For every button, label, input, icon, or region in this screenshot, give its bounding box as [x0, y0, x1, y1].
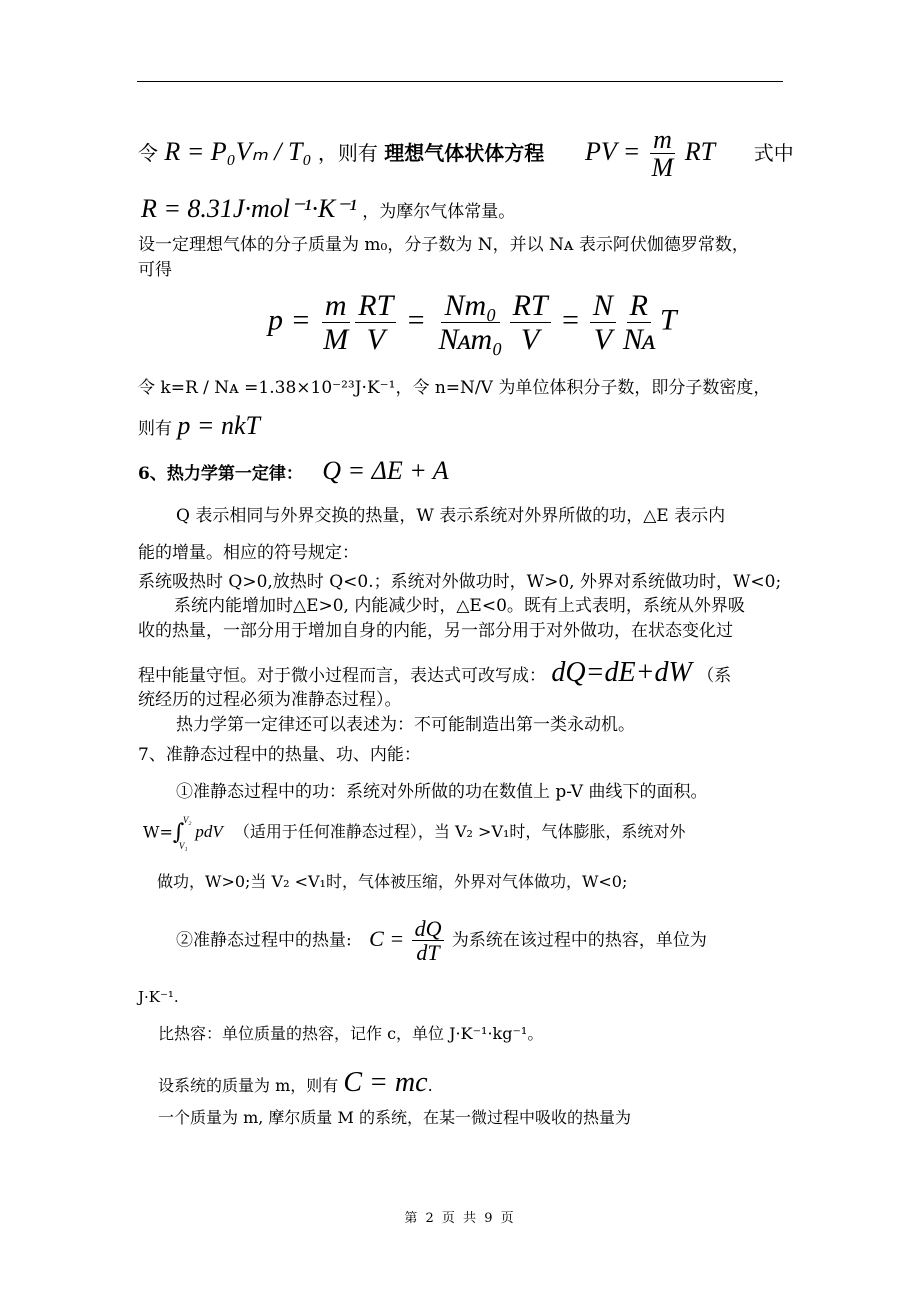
specific-heat-line: 比热容：单位质量的热容，记作 c，单位 J·K⁻¹·kg⁻¹。 — [158, 1024, 544, 1043]
frac-den: dT — [416, 940, 440, 966]
section-6-heading — [138, 455, 449, 488]
p-nkt-formula: p = nkT — [177, 411, 260, 440]
molecule-mass-line: 设一定理想气体的分子质量为 m₀，分子数为 N，并以 Nᴀ 表示阿伏伽德罗常数， — [138, 235, 749, 255]
equals-sign: = — [405, 303, 427, 337]
pv-rhs: RT — [684, 136, 716, 166]
frac-Nm0 — [436, 290, 506, 356]
frac-num: N — [590, 290, 616, 323]
frac-den: Nᴀ — [622, 322, 655, 356]
differential-form-line — [138, 655, 731, 690]
para-line: 系统内能增加时△E>0, 内能减少时，△E<0。既有上式表明，系统从外界吸 — [174, 596, 745, 616]
frac-num: Nm₀ — [441, 290, 499, 323]
pressure-equation — [268, 290, 677, 356]
heat-unit: J·K⁻¹. — [138, 988, 179, 1006]
integral-upper: V₂ — [182, 815, 192, 825]
frac-den: Nᴀm₀ — [438, 322, 503, 356]
integral-body: pdV — [195, 822, 223, 842]
can-get-line: 可得 — [138, 260, 172, 280]
integral-symbol: ∫ V₂ V₁ — [172, 815, 192, 852]
work-line-2: 做功，W>0;当 V₂ <V₁时，气体被压缩，外界对气体做功，W<0; — [157, 872, 628, 891]
text-prefix: 则有 — [138, 419, 172, 439]
frac-R-NA — [620, 290, 658, 356]
frac-RT-V — [355, 290, 396, 356]
p-nkt-line — [138, 410, 260, 443]
para-line: 能的增量。相应的符号规定： — [138, 543, 359, 563]
w-prefix: W= — [143, 822, 173, 842]
heat-item-text: 为系统在该过程中的热容，单位为 — [451, 930, 707, 951]
frac-den: V — [593, 322, 613, 356]
para-line: Q 表示相同与外界交换的热量，W 表示系统对外界所做的功，△E 表示内 — [176, 506, 726, 526]
page-footer: 第 2 页 共 9 页 — [404, 1211, 516, 1226]
header-rule — [137, 81, 783, 82]
r-definition-formula: R = P₀Vₘ / T₀ — [164, 136, 312, 166]
eq-tail: T — [659, 303, 677, 337]
eq-lhs: p = — [268, 303, 311, 337]
frac-denominator: M — [651, 153, 674, 183]
text-prefix: 令 — [138, 140, 158, 165]
m-over-M-fraction — [649, 126, 677, 183]
work-text: （适用于任何准静态过程），当 V₂ >V₁时，气体膨胀，系统对外 — [233, 822, 686, 842]
work-item: ①准静态过程中的功：系统对外所做的功在数值上 p-V 曲线下的面积。 — [176, 782, 708, 802]
ideal-gas-term: 理想气体状体方程 — [384, 140, 545, 165]
heat-capacity-line — [176, 917, 707, 965]
first-law-formula: Q = ΔE + A — [322, 456, 449, 485]
sign-convention-line: 系统吸热时 Q>0,放热时 Q<0.；系统对外做功时，W>0, 外界对系统做功时，W<0; — [138, 572, 782, 592]
text-suffix: 式中 — [753, 140, 794, 165]
c-lhs: C = — [369, 925, 405, 951]
equals-sign: = — [560, 303, 581, 337]
frac-den: M — [323, 322, 349, 356]
text-mid: ，则有 — [317, 140, 378, 165]
c-mc-formula: C = mc — [343, 1067, 428, 1098]
heat-item-prefix: ②准静态过程中的热量: — [176, 930, 352, 951]
frac-RT-V-2 — [510, 290, 551, 356]
gas-constant-formula: R = 8.31J·mol⁻¹·K⁻¹ — [141, 194, 357, 223]
gas-constant-text: ，为摩尔气体常量。 — [362, 202, 516, 222]
last-line: 一个质量为 m, 摩尔质量 M 的系统，在某一微过程中吸收的热量为 — [158, 1108, 631, 1127]
frac-m-M — [320, 290, 351, 356]
para-line: 统经历的过程必须为准静态过程）。 — [138, 690, 402, 710]
ideal-gas-line — [138, 126, 794, 183]
para-line: 收的热量，一部分用于增加自身的内能，另一部分用于对外做功，在状态变化过 — [138, 621, 733, 641]
frac-num: RT — [355, 290, 396, 323]
mass-prefix: 设系统的质量为 m，则有 — [158, 1076, 339, 1095]
pv-lhs: PV = — [584, 136, 641, 166]
frac-num: m — [322, 290, 350, 323]
para-tail: （系 — [697, 666, 732, 686]
section-6-title: 6、热力学第一定律： — [138, 464, 303, 484]
boltzmann-line: 令 k=R / Nᴀ =1.38×10⁻²³J·K⁻¹，令 n=N/V 为单位体积分子数，即分子数密度， — [138, 378, 771, 398]
work-integral-line — [143, 815, 686, 852]
mass-tail: . — [427, 1076, 433, 1095]
frac-num: RT — [510, 290, 551, 323]
frac-den: V — [520, 322, 540, 356]
para-line: 热力学第一定律还可以表述为：不可能制造出第一类永动机。 — [176, 715, 635, 735]
mass-line — [158, 1065, 433, 1100]
frac-numerator: m — [650, 126, 675, 154]
dQ-dT-fraction — [412, 917, 445, 965]
frac-num: R — [627, 290, 651, 323]
para-text: 程中能量守恒。对于微小过程而言，表达式可改写成： — [138, 666, 546, 686]
gas-constant-line — [141, 193, 515, 226]
differential-formula: dQ=dE+dW — [551, 657, 692, 688]
frac-num: dQ — [412, 917, 445, 941]
frac-den: V — [366, 322, 385, 356]
frac-N-V — [590, 290, 616, 356]
integral-lower: V₁ — [178, 841, 188, 852]
section-7-heading: 7、准静态过程中的热量、功、内能： — [138, 745, 421, 765]
